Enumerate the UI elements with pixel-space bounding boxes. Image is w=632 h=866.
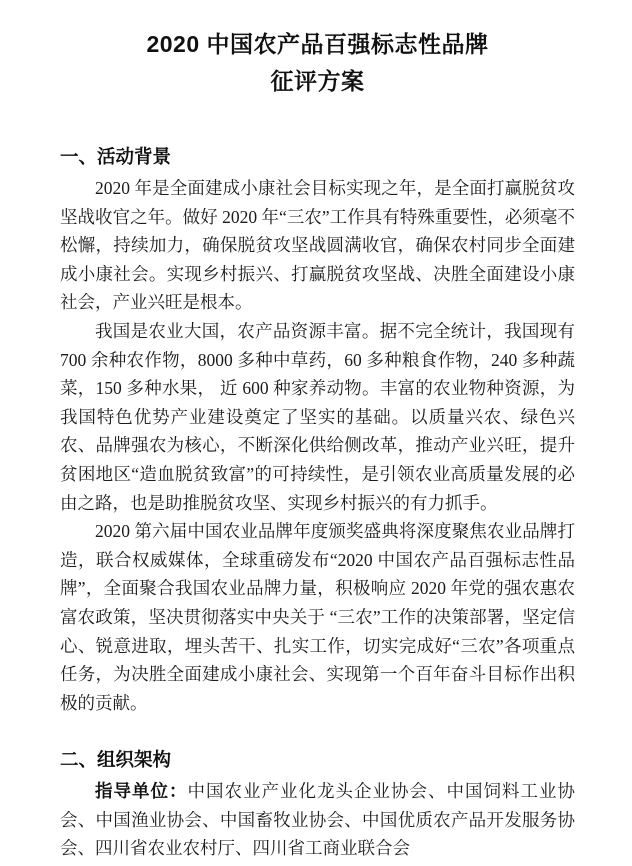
section-heading-organization-structure: 二、组织架构: [60, 749, 172, 771]
section-organization-structure: [60, 747, 575, 863]
document-title-line-1: 2020 中国农产品百强标志性品牌: [146, 31, 489, 57]
background-paragraph-1: 2020 年是全面建成小康社会目标实现之年，是全面打赢脱贫攻坚战收官之年。做好 2020 年“三农”工作具有特殊重要性，必须毫不松懈，持续加力，确保脱贫攻坚战圆满收官，确保农村同步全面建成小康社会。实现乡村振兴、打赢脱贫攻坚战、决胜全面建设小康社会，产业兴旺是根本。: [60, 178, 575, 313]
guiding-units-label: 指导单位：: [95, 781, 188, 802]
section-heading-activity-background: 一、活动背景: [60, 146, 172, 167]
organization-guiding-units-paragraph: [60, 777, 575, 863]
section-activity-background: [60, 144, 575, 717]
background-paragraph-3: 2020 第六届中国农业品牌年度颁奖盛典将深度聚焦农业品牌打造，联合权威媒体，全球重磅发布“2020 中国农产品百强标志性品牌”，全面聚合我国农业品牌力量，积极响应 2020 年党的强农惠农富农政策，坚决贯彻落实中央关于 “三农”工作的决策部署，坚定信心、锐意进取，埋头苦干、扎实工作，切实完成好“三农”各项重点任务，为决胜全面建成小康社会、实现第一个百年奋斗目标作出积极的贡献。: [60, 521, 575, 713]
guiding-units-list: 中国农业产业化龙头企业协会、中国饲料工业协会、中国渔业协会、中国畜牧业协会、中国优质农产品开发服务协会、四川省农业农村厅、四川省工商业联合会: [60, 781, 575, 859]
document-title-line-2: 征评方案: [270, 68, 365, 94]
document-title: [60, 26, 575, 100]
background-paragraph-2: 我国是农业大国，农产品资源丰富。据不完全统计，我国现有 700 余种农作物，8000 多种中草药，60 多种粮食作物，240 多种蔬菜，150 多种水果， 近 600 种家养动物。丰富的农业物种资源，为我国特色优势产业建设奠定了坚实的基础。以质量兴农、绿色兴农、品牌强农为核心，不断深化供给侧改革，推动产业兴旺，提升贫困地区“造血脱贫致富”的可持续性，是引领农业高质量发展的必由之路，也是助推脱贫攻坚、实现乡村振兴的有力抓手。: [60, 320, 575, 513]
